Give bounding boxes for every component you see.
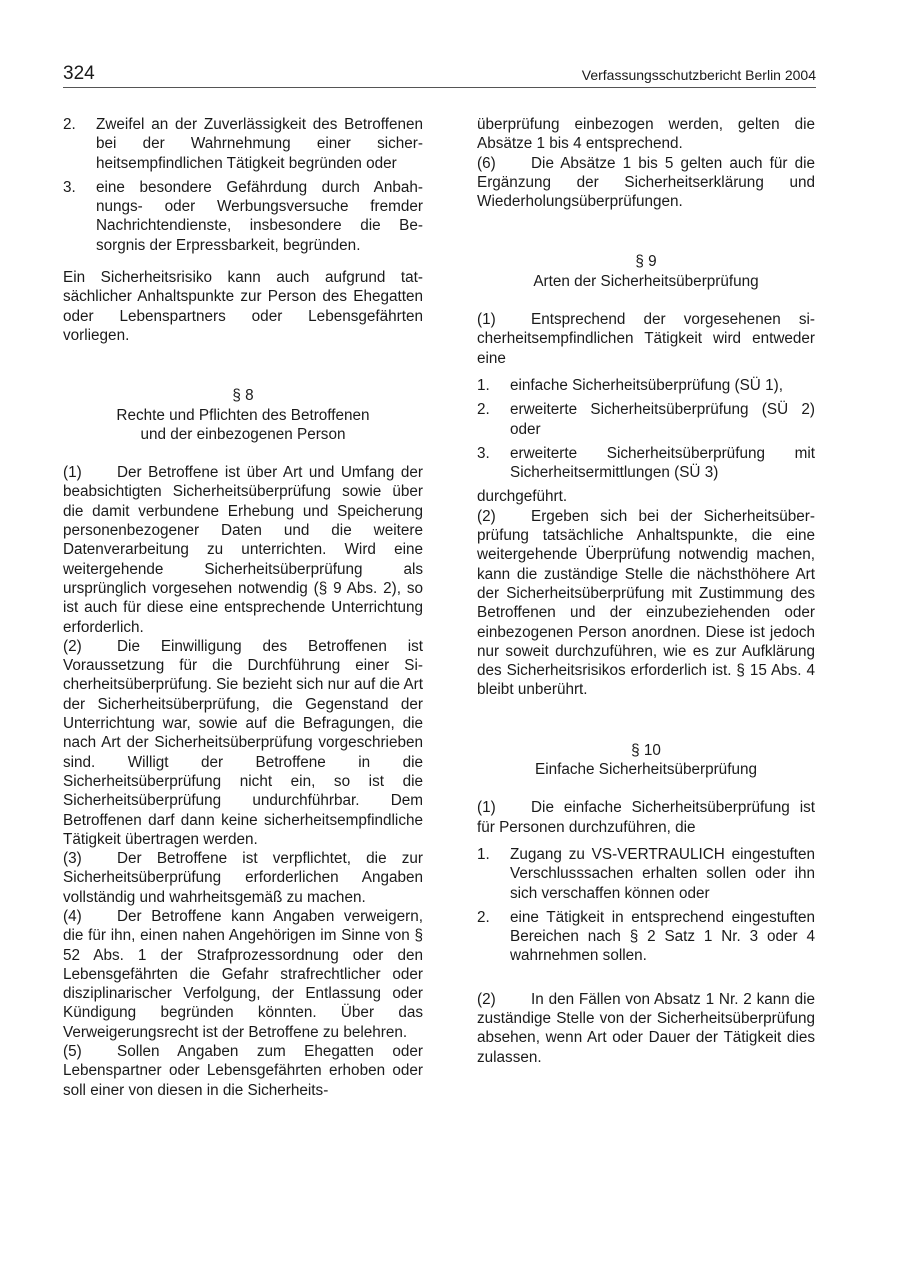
section-title: Einfache Sicherheitsüberprüfung xyxy=(535,761,757,779)
paragraph-number: (1) xyxy=(63,464,82,482)
section-symbol: § 8 xyxy=(232,387,254,405)
list-item xyxy=(477,376,815,395)
item-number: 3. xyxy=(477,444,490,462)
item-text: erweiterte Sicherheitsüberprüfung mit Sicherheitsermittlungen (SÜ 3) xyxy=(510,444,815,482)
paragraph-number: (5) xyxy=(63,1043,82,1061)
item-text: Zugang zu VS-VERTRAULICH eingestuften Verschlusssachen erhalten sollen oder ihn sich verschaffen können oder xyxy=(510,845,815,902)
paragraph-6 xyxy=(477,154,815,212)
section-symbol: § 10 xyxy=(631,741,661,759)
continuation-text: überprüfung einbezogen werden, gelten die Absätze 1 bis 4 entsprechend. xyxy=(477,116,815,153)
paragraph-5 xyxy=(63,1042,423,1100)
list-item xyxy=(477,908,815,966)
paragraph-number: (1) xyxy=(477,799,496,817)
paragraph-text: Der Betroffene kann Angaben verweigern, die für ihn, einen nahen Angehörigen im Sinne von § 52 Abs. 1 der Strafprozessordnung oder den Lebensgefährten die Gefahr strafrechtlicher oder disziplinarischer Verfolgung, der Entlassung oder Kündigung begründen könnten. Über das Verweigerungsrecht ist der Betroffene zu belehren. xyxy=(63,907,423,1041)
section-title-line: und der einbezogenen Person xyxy=(140,425,346,443)
paragraph-number: (4) xyxy=(63,907,82,925)
item-number: 1. xyxy=(477,376,490,394)
left-column xyxy=(63,115,423,1100)
paragraph-2 xyxy=(477,507,815,700)
paragraph-number: (6) xyxy=(477,154,496,172)
paragraph-number: (1) xyxy=(477,311,496,329)
paragraph-2 xyxy=(477,990,815,1067)
section-8-heading xyxy=(63,386,423,444)
paragraph-number: (2) xyxy=(63,637,82,655)
section-10-heading xyxy=(477,741,815,780)
paragraph-2 xyxy=(63,637,423,849)
item-text: einfache Sicherheitsüberprüfung (SÜ 1), xyxy=(510,376,783,394)
item-number: 2. xyxy=(63,116,76,133)
item-number: 2. xyxy=(477,401,490,419)
item-text: erweiterte Sicherheitsüberprüfung (SÜ 2) oder xyxy=(510,401,815,438)
paragraph-text: Die einfache Sicherheitsüberprüfung ist für Personen durchzuführen, die xyxy=(477,799,815,836)
section-title: Arten der Sicherheitsüberprüfung xyxy=(533,272,759,290)
item-text: eine besondere Gefährdung durch Anbahnungs- oder Werbungsversuche fremder Nachrichtendienste, insbesondere die Besorgnis der Erpressbarkeit, begründen. xyxy=(96,178,423,254)
paragraph-text: Sollen Angaben zum Ehegatten oder Lebenspartner oder Lebensgefährten erhoben oder soll einer von diesen in die Sicherheits- xyxy=(63,1043,423,1099)
paragraph-4 xyxy=(63,907,423,1042)
item-number: 2. xyxy=(477,908,490,926)
paragraph-text: Entsprechend der vorgesehenen sicherheitsempfindlichen Tätigkeit wird entweder eine xyxy=(477,311,815,367)
paragraph-text: Die Absätze 1 bis 5 gelten auch für die Ergänzung der Sicherheitserklärung und Wiederholungsüberprüfungen. xyxy=(477,154,815,211)
page-number: 324 xyxy=(63,63,95,84)
page-header xyxy=(63,63,816,88)
list-item xyxy=(477,845,815,903)
paragraph-1 xyxy=(477,798,815,837)
paragraph-text: In den Fällen von Absatz 1 Nr. 2 kann die zuständige Stelle von der Sicherheitsüberprüfung absehen, wenn Art oder Dauer der Tätigkeit dies zulassen. xyxy=(477,990,815,1066)
paragraph-3 xyxy=(63,849,423,907)
closing-text: durchgeführt. xyxy=(477,488,568,506)
list-item xyxy=(477,444,815,483)
item-text: eine Tätigkeit in entsprechend eingestuften Bereichen nach § 2 Satz 1 Nr. 3 oder 4 wahrnehmen sollen. xyxy=(510,908,815,965)
item-number: 3. xyxy=(63,178,76,196)
paragraph-number: (2) xyxy=(477,990,496,1008)
paragraph-1 xyxy=(477,310,815,368)
section-symbol: § 9 xyxy=(635,253,657,271)
right-column xyxy=(477,115,815,1067)
paragraph-text: Der Betroffene ist über Art und Umfang der beabsichtigten Sicherheitsüberprüfung sowie über die damit verbundene Erhebung und Speicherung personenbezogener Daten und die weitere Datenverarbeitung zu unterrichten. Wird eine weitergehende Sicherheitsüberprüfung als ursprünglich vorgesehen notwendig (§ 9 Abs. 2), so ist auch für diese eine entsprechende Unterrichtung erforderlich. xyxy=(63,464,423,636)
paragraph-text: Ergeben sich bei der Sicherheitsüberprüfung tatsächliche Anhaltspunkte, die eine weitergehende Überprüfung notwendig machen, kann die zuständige Stelle die nächsthöhere Art der Sicherheitsüberprüfung mit Zustimmung des Betroffenen und der einzubeziehenden oder einbezogenen Person anordnen. Diese ist jedoch nur soweit durchzuführen, wie es zur Aufklärung des Sicherheitsrisikos erforderlich ist. § 15 Abs. 4 bleibt unberührt. xyxy=(477,507,815,699)
closing-paragraph: Ein Sicherheitsrisiko kann auch aufgrund tatsächlicher Anhaltspunkte zur Person des Ehegatten oder Lebenspartners oder Lebensgefährten vorliegen. xyxy=(63,269,423,344)
item-number: 1. xyxy=(477,845,490,863)
paragraph-number: (3) xyxy=(63,850,82,868)
paragraph-number: (2) xyxy=(477,507,496,525)
paragraph-1 xyxy=(63,463,423,637)
paragraph-text: Die Einwilligung des Betroffenen ist Voraussetzung für die Durchführung einer Sicherheitsüberprüfung. Sie bezieht sich nur auf die Art der Sicherheitsüberprüfung, die Gegenstand der Unterrichtung war, sowie auf die Befragungen, die nach Art der Sicherheitsüberprüfung vorgeschrieben sind. Willigt der Betroffene in die Sicherheitsüberprüfung nicht ein, so ist die Sicherheitsüberprüfung undurchführbar. Dem Betroffenen darf dann keine sicherheitsempfindliche Tätigkeit übertragen werden. xyxy=(63,637,423,848)
item-text: Zweifel an der Zuverlässigkeit des Betroffenen bei der Wahrnehmung einer sicherheitsempfindlichen Tätigkeit begründen oder xyxy=(96,116,423,172)
section-9-heading xyxy=(477,252,815,291)
list-item xyxy=(477,400,815,439)
paragraph-text: Der Betroffene ist verpflichtet, die zur Sicherheitsüberprüfung erforderlichen Angaben vollständig und wahrheitsgemäß zu machen. xyxy=(63,850,423,906)
section-title-line: Rechte und Pflichten des Betroffenen xyxy=(116,406,370,424)
running-title: Verfassungsschutzbericht Berlin 2004 xyxy=(581,67,816,83)
list-item xyxy=(63,178,423,255)
list-item xyxy=(63,115,423,173)
